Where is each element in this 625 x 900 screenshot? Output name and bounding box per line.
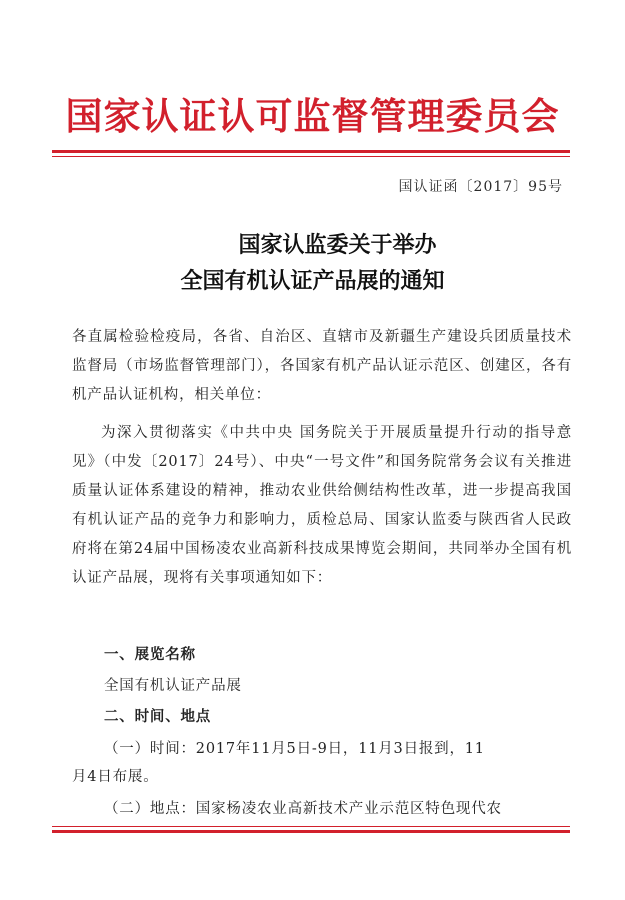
letterhead-rule-thick (52, 150, 570, 153)
document-number: 国认证函〔2017〕95号 (398, 179, 563, 195)
letterhead-rule-thin (52, 156, 570, 157)
section-heading-exhibition-name: 一、展览名称 (104, 647, 196, 663)
footer-rule-thin (52, 826, 570, 827)
letterhead-title: 国家认证认可监督管理委员会 (65, 94, 560, 138)
addressee-paragraph: 各直属检验检疫局，各省、自治区、直辖市及新疆生产建设兵团质量技术监督局（市场监督管理部门），各国家有机产品认证示范区、创建区，各有机产品认证机构，相关单位： (72, 329, 572, 403)
time-text: （一）时间：2017年11月5日-9日，11月3日报到，11 (104, 741, 485, 757)
section-heading-time-place: 二、时间、地点 (104, 709, 212, 725)
notice-title-line1: 国家认监委关于举办 (238, 232, 437, 258)
notice-title-line2: 全国有机认证产品展的通知 (180, 268, 445, 294)
time-text-continued: 月4日布展。 (72, 769, 159, 785)
footer-rule-thick (52, 830, 570, 833)
exhibition-name-text: 全国有机认证产品展 (104, 678, 242, 694)
body-paragraph: 为深入贯彻落实《中共中央 国务院关于开展质量提升行动的指导意见》（中发〔2017〕24号）、中央“一号文件”和国务院常务会议有关推进质量认证体系建设的精神，推动农业供给侧结构性改革，进一步提高我国有机认证产品的竞争力和影响力，质检总局、国家认监委与陕西省人民政府将在第24届中国杨凌农业高新科技成果博览会期间，共同举办全国有机认证产品展，现将有关事项通知如下： (72, 425, 572, 586)
place-text: （二）地点：国家杨凌农业高新技术产业示范区特色现代农 (104, 801, 502, 817)
